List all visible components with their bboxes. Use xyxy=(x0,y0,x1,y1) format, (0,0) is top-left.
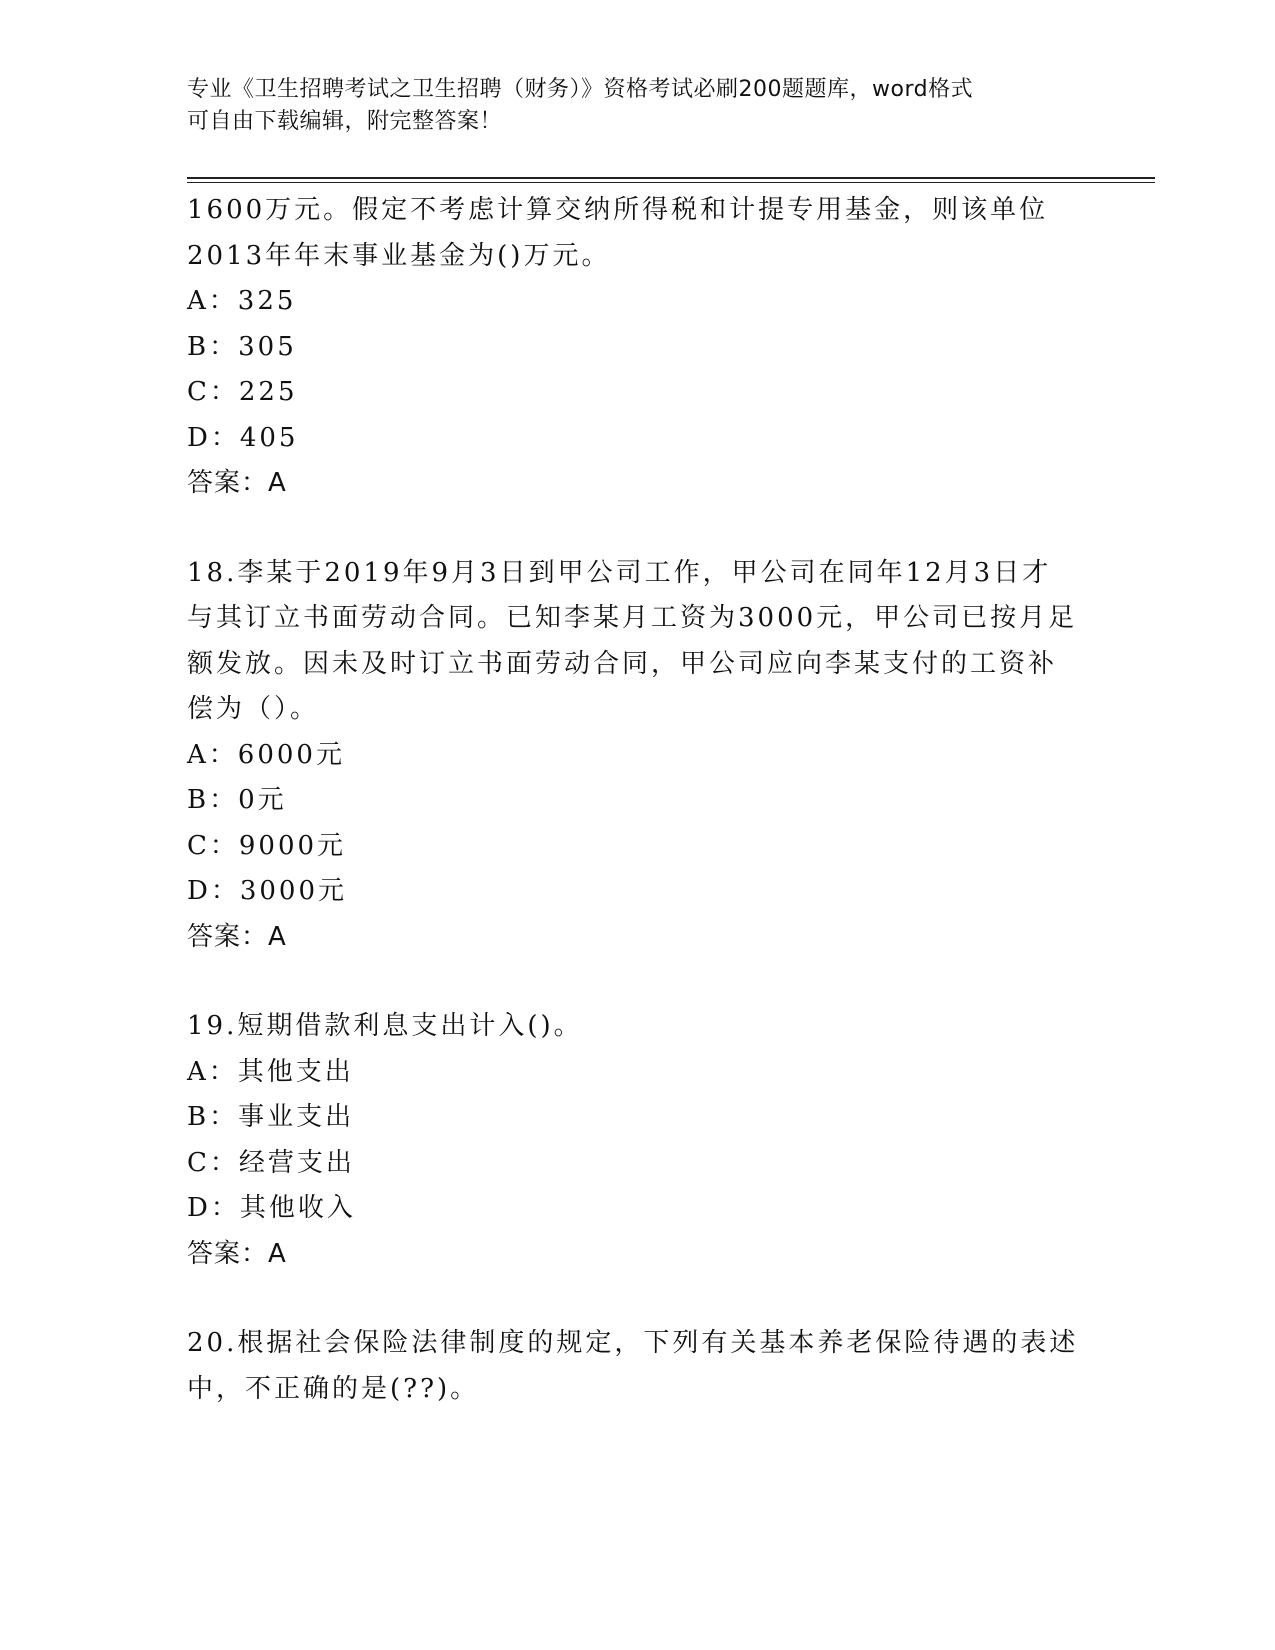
option-b: B：305 xyxy=(187,331,297,362)
option-b: B：事业支出 xyxy=(187,1102,355,1132)
answer-line: 答案：A xyxy=(187,468,287,498)
question-stem-line: 18.李某于2019年9月3日到甲公司工作，甲公司在同年12月3日才 xyxy=(187,557,1052,588)
question-19 xyxy=(187,1004,1087,1277)
question-stem-line: 2013年年末事业基金为()万元。 xyxy=(187,240,611,271)
answer-line: 答案：A xyxy=(187,1238,287,1269)
question-stem-line: 中，不正确的是(??)。 xyxy=(187,1373,480,1404)
option-a: A：其他支出 xyxy=(187,1056,354,1087)
question-stem-line: 19.短期借款利息支出计入()。 xyxy=(187,1011,583,1041)
option-c: C：经营支出 xyxy=(187,1147,355,1178)
question-20 xyxy=(187,1321,1087,1412)
page-header xyxy=(187,74,1087,138)
option-b: B：0元 xyxy=(187,785,287,815)
option-c: C：225 xyxy=(187,377,298,407)
question-stem-line: 额发放。因未及时订立书面劳动合同，甲公司应向李某支付的工资补 xyxy=(187,648,1058,679)
option-d: D：3000元 xyxy=(187,876,348,906)
question-stem-line: 偿为（）。 xyxy=(187,694,320,724)
option-d: D：其他收入 xyxy=(187,1193,356,1223)
header-rule-thin xyxy=(187,182,1155,183)
header-title-line-1: 专业《卫生招聘考试之卫生招聘（财务）》资格考试必刷200题题库，word格式 xyxy=(187,77,974,102)
answer-line: 答案：A xyxy=(187,921,287,952)
question-stem-line: 20.根据社会保险法律制度的规定，下列有关基本养老保险待遇的表述 xyxy=(187,1328,1079,1358)
spacer xyxy=(187,507,1087,551)
question-stem-line: 1600万元。假定不考虑计算交纳所得税和计提专用基金，则该单位 xyxy=(187,195,1049,225)
question-content xyxy=(187,188,1087,1412)
option-c: C：9000元 xyxy=(187,830,347,861)
header-title-line-2: 可自由下载编辑，附完整答案！ xyxy=(187,109,503,134)
question-18 xyxy=(187,551,1087,961)
option-a: A：6000元 xyxy=(187,739,345,770)
header-rule-thick xyxy=(187,177,1155,179)
question-17 xyxy=(187,188,1087,507)
spacer xyxy=(187,1277,1087,1321)
option-d: D：405 xyxy=(187,422,299,453)
option-a: A：325 xyxy=(187,286,297,316)
spacer xyxy=(187,960,1087,1004)
question-stem-line: 与其订立书面劳动合同。已知李某月工资为3000元，甲公司已按月足 xyxy=(187,603,1078,633)
